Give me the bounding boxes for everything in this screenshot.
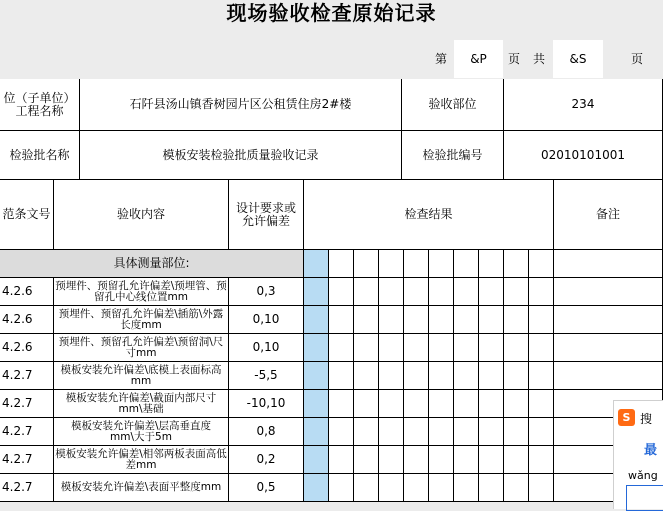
row-result-cell[interactable] (329, 474, 354, 502)
design-header: 设计要求或 允许偏差 (229, 180, 304, 250)
location-result-cell[interactable] (304, 250, 329, 278)
row-result-cell[interactable] (329, 418, 354, 446)
row-content: 模板安装允许偏差\层高垂直度mm\大于5m (54, 418, 229, 446)
row-result-cell[interactable] (479, 446, 504, 474)
row-result-cell[interactable] (379, 334, 404, 362)
popup-input-box[interactable] (626, 485, 663, 511)
row-result-cell[interactable] (404, 334, 429, 362)
row-content: 预埋件、预留孔允许偏差\预留洞\尺寸mm (54, 334, 229, 362)
row-result-cell[interactable] (454, 334, 479, 362)
row-result-cell[interactable] (479, 362, 504, 390)
row-result-cell[interactable] (304, 362, 329, 390)
row-result-cell[interactable] (504, 474, 529, 502)
row-result-cell[interactable] (529, 278, 554, 306)
row-result-cell[interactable] (404, 306, 429, 334)
page-number-row (0, 40, 663, 78)
row-result-cell[interactable] (479, 474, 504, 502)
row-design-value: 0,2 (229, 446, 304, 474)
row-result-cell[interactable] (504, 334, 529, 362)
popup-text-3: wǎng (628, 469, 658, 482)
row-design-value: 0,3 (229, 278, 304, 306)
row-result-cell[interactable] (379, 446, 404, 474)
row-clause: 4.2.7 (0, 446, 54, 474)
row-result-cell[interactable] (454, 474, 479, 502)
acceptance-part-value[interactable]: 234 (504, 79, 663, 131)
project-name-label: 位（子单位） 工程名称 (0, 79, 80, 131)
row-result-cell[interactable] (504, 306, 529, 334)
clause-header: 范条文号 (0, 180, 54, 250)
row-result-cell[interactable] (454, 306, 479, 334)
row-design-value: 0,10 (229, 334, 304, 362)
row-result-cell[interactable] (479, 306, 504, 334)
row-result-cell[interactable] (504, 362, 529, 390)
row-content: 预埋件、预留孔允许偏差\插筋\外露长度mm (54, 306, 229, 334)
row-design-value: 0,5 (229, 474, 304, 502)
project-name-value[interactable]: 石阡县汤山镇香树园片区公租赁住房2#楼 (80, 79, 402, 131)
row-result-cell[interactable] (479, 278, 504, 306)
row-result-cell[interactable] (529, 418, 554, 446)
measure-location-label: 具体测量部位: (0, 250, 304, 278)
row-result-cell[interactable] (504, 390, 529, 418)
row-result-cell[interactable] (354, 474, 379, 502)
row-result-cell[interactable] (504, 446, 529, 474)
row-result-cell[interactable] (354, 278, 379, 306)
row-result-cell[interactable] (454, 362, 479, 390)
row-result-cell[interactable] (429, 362, 454, 390)
row-result-cell[interactable] (404, 418, 429, 446)
row-result-cell[interactable] (329, 334, 354, 362)
row-result-cell[interactable] (479, 418, 504, 446)
row-result-cell[interactable] (529, 334, 554, 362)
batch-number-value[interactable]: 02010101001 (504, 131, 663, 180)
row-result-cell[interactable] (404, 446, 429, 474)
result-header: 检查结果 (304, 180, 554, 250)
row-remark[interactable] (554, 306, 663, 334)
row-clause: 4.2.7 (0, 362, 54, 390)
row-result-cell[interactable] (404, 474, 429, 502)
row-result-cell[interactable] (429, 474, 454, 502)
row-result-cell[interactable] (354, 418, 379, 446)
row-result-cell[interactable] (404, 362, 429, 390)
row-result-cell[interactable] (379, 390, 404, 418)
acceptance-part-label: 验收部位 (402, 79, 504, 131)
row-result-cell[interactable] (529, 390, 554, 418)
popup-text-2: 最 (644, 443, 658, 458)
location-result-cell[interactable] (404, 250, 429, 278)
row-result-cell[interactable] (329, 390, 354, 418)
location-result-cell[interactable] (454, 250, 479, 278)
row-result-cell[interactable] (304, 390, 329, 418)
sogou-logo-icon: S (618, 409, 635, 426)
row-clause: 4.2.7 (0, 418, 54, 446)
row-result-cell[interactable] (354, 446, 379, 474)
row-result-cell[interactable] (429, 334, 454, 362)
row-result-cell[interactable] (304, 418, 329, 446)
location-result-cell[interactable] (429, 250, 454, 278)
row-content: 模板安装允许偏差\底模上表面标高mm (54, 362, 229, 390)
row-result-cell[interactable] (329, 446, 354, 474)
row-result-cell[interactable] (454, 418, 479, 446)
row-result-cell[interactable] (429, 446, 454, 474)
page-title: 现场验收检查原始记录 (226, 1, 437, 25)
page-di-label: 第 (434, 52, 447, 66)
row-result-cell[interactable] (529, 474, 554, 502)
row-result-cell[interactable] (329, 362, 354, 390)
location-result-cell[interactable] (329, 250, 354, 278)
row-clause: 4.2.6 (0, 278, 54, 306)
row-result-cell[interactable] (479, 390, 504, 418)
row-result-cell[interactable] (429, 306, 454, 334)
row-result-cell[interactable] (354, 306, 379, 334)
location-remark-cell[interactable] (554, 250, 663, 278)
page-ye2-label: 页 (630, 52, 643, 66)
row-result-cell[interactable] (354, 362, 379, 390)
row-design-value: 0,8 (229, 418, 304, 446)
location-result-cell[interactable] (529, 250, 554, 278)
popup-text-1: 搜 (640, 412, 653, 426)
batch-name-value[interactable]: 模板安装检验批质量验收记录 (80, 131, 402, 180)
row-content: 模板安装允许偏差\相邻两板表面高低差mm (54, 446, 229, 474)
row-clause: 4.2.6 (0, 334, 54, 362)
row-result-cell[interactable] (304, 474, 329, 502)
row-result-cell[interactable] (329, 306, 354, 334)
row-design-value: -5,5 (229, 362, 304, 390)
row-clause: 4.2.6 (0, 306, 54, 334)
row-result-cell[interactable] (304, 334, 329, 362)
content-header: 验收内容 (54, 180, 229, 250)
row-result-cell[interactable] (429, 278, 454, 306)
row-result-cell[interactable] (354, 390, 379, 418)
row-result-cell[interactable] (379, 278, 404, 306)
row-result-cell[interactable] (304, 278, 329, 306)
row-result-cell[interactable] (504, 418, 529, 446)
row-clause: 4.2.7 (0, 474, 54, 502)
remark-header: 备注 (554, 180, 663, 250)
row-design-value: 0,10 (229, 306, 304, 334)
row-result-cell[interactable] (454, 278, 479, 306)
row-result-cell[interactable] (504, 278, 529, 306)
page-gong-label: 共 (532, 52, 545, 66)
batch-name-label: 检验批名称 (0, 131, 80, 180)
location-result-cell[interactable] (354, 250, 379, 278)
location-result-cell[interactable] (379, 250, 404, 278)
row-result-cell[interactable] (404, 390, 429, 418)
row-content: 模板安装允许偏差\表面平整度mm (54, 474, 229, 502)
total-pages-field[interactable]: &S (553, 40, 603, 78)
row-result-cell[interactable] (529, 446, 554, 474)
row-result-cell[interactable] (429, 390, 454, 418)
row-result-cell[interactable] (379, 418, 404, 446)
page-number-field[interactable]: &P (454, 40, 503, 78)
row-result-cell[interactable] (429, 418, 454, 446)
row-result-cell[interactable] (404, 278, 429, 306)
row-result-cell[interactable] (479, 334, 504, 362)
row-result-cell[interactable] (329, 278, 354, 306)
row-result-cell[interactable] (529, 306, 554, 334)
row-result-cell[interactable] (304, 446, 329, 474)
row-remark[interactable] (554, 278, 663, 306)
row-result-cell[interactable] (454, 446, 479, 474)
page-ye-label: 页 (507, 52, 520, 66)
location-result-cell[interactable] (504, 250, 529, 278)
row-result-cell[interactable] (529, 362, 554, 390)
row-clause: 4.2.7 (0, 390, 54, 418)
row-result-cell[interactable] (379, 474, 404, 502)
row-content: 预埋件、预留孔允许偏差\预埋管、预留孔中心线位置mm (54, 278, 229, 306)
row-result-cell[interactable] (354, 334, 379, 362)
row-content: 模板安装允许偏差\截面内部尺寸mm\基础 (54, 390, 229, 418)
batch-number-label: 检验批编号 (402, 131, 504, 180)
row-remark[interactable] (554, 334, 663, 362)
row-result-cell[interactable] (379, 306, 404, 334)
row-result-cell[interactable] (454, 390, 479, 418)
location-result-cell[interactable] (479, 250, 504, 278)
row-remark[interactable] (554, 362, 663, 390)
row-result-cell[interactable] (379, 362, 404, 390)
ime-popup[interactable] (613, 400, 663, 509)
row-design-value: -10,10 (229, 390, 304, 418)
row-result-cell[interactable] (304, 306, 329, 334)
